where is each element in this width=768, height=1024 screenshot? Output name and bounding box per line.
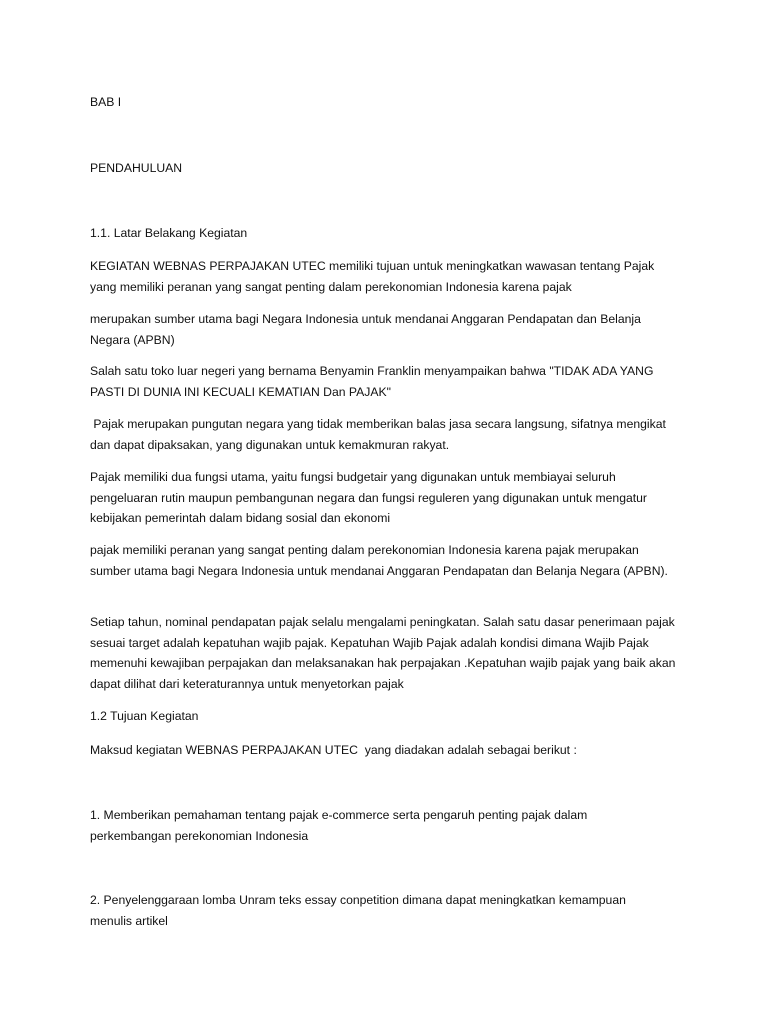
paragraph-1: KEGIATAN WEBNAS PERPAJAKAN UTEC memiliki tujuan untuk meningkatkan wawasan tentang Pajak yang memiliki peranan yang sangat penting dalam perekonomian Indonesia karena pajak: [90, 259, 655, 294]
paragraph-4: Pajak merupakan pungutan negara yang tidak memberikan balas jasa secara langsung, sifatnya mengikat dan dapat dipaksakan, yang digunakan untuk kemakmuran rakyat.: [90, 417, 670, 452]
chapter-title: PENDAHULUAN: [90, 161, 183, 175]
paragraph-5: Pajak memiliki dua fungsi utama, yaitu fungsi budgetair yang digunakan untuk membiayai seluruh pengeluaran rutin maupun pembangunan negara dan fungsi reguleren yang digunakan untuk mengatur kebijakan pemerintah dalam bidang sosial dan ekonomi: [90, 470, 647, 525]
section-heading-1-1: 1.1. Latar Belakang Kegiatan: [90, 226, 248, 240]
section-heading-1-2: 1.2 Tujuan Kegiatan: [90, 709, 199, 723]
list-item: 2. Penyelenggaraan lomba Unram teks essay conpetition dimana dapat meningkatkan kemampuan menulis artikel: [90, 893, 626, 928]
chapter-label: BAB I: [90, 95, 122, 109]
paragraph-6: pajak memiliki peranan yang sangat penting dalam perekonomian Indonesia karena pajak merupakan sumber utama bagi Negara Indonesia untuk mendanai Anggaran Pendapatan dan Belanja Negara (APBN).: [90, 543, 668, 578]
paragraph-7: Setiap tahun, nominal pendapatan pajak selalu mengalami peningkatan. Salah satu dasar penerimaan pajak sesuai target adalah kepatuhan wajib pajak. Kepatuhan Wajib Pajak adalah kondisi dimana Wajib Pajak memenuhi kewajiban perpajakan dan melaksanakan hak perpajakan .Kepatuhan wajib pajak yang baik akan dapat dilihat dari keteraturannya untuk menyetorkan pajak: [90, 615, 676, 691]
paragraph-2: merupakan sumber utama bagi Negara Indonesia untuk mendanai Anggaran Pendapatan dan Belanja Negara (APBN): [90, 312, 641, 347]
section-1-2-intro: Maksud kegiatan WEBNAS PERPAJAKAN UTEC yang diadakan adalah sebagai berikut :: [90, 743, 577, 757]
list-item: 1. Memberikan pemahaman tentang pajak e-commerce serta pengaruh penting pajak dalam perkembangan perekonomian Indonesia: [90, 808, 588, 843]
paragraph-3: Salah satu toko luar negeri yang bernama Benyamin Franklin menyampaikan bahwa "TIDAK ADA YANG PASTI DI DUNIA INI KECUALI KEMATIAN Dan PAJAK": [90, 364, 654, 399]
